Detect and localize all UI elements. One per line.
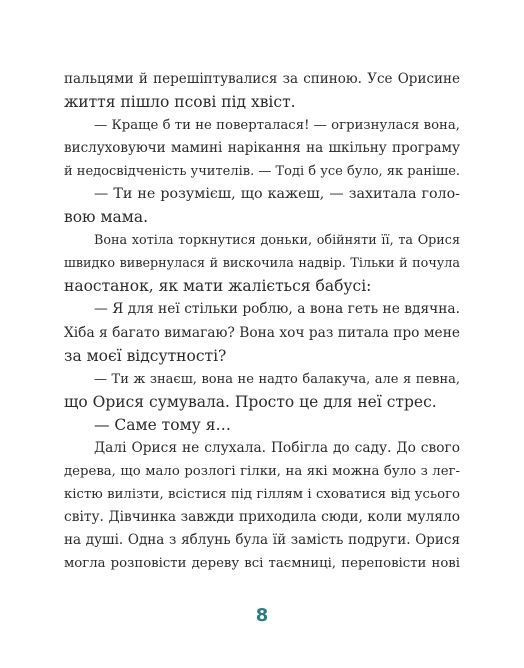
text-line: що Орися сумувала. Просто це для неї стрес. [64, 392, 437, 411]
text-line: пальцями й перешіптувалися за спиною. Усе Орисине [64, 71, 460, 87]
text-line: — Краще б ти не поверталася! — огризнулася вона, [94, 118, 460, 134]
text-line: Далі Орися не слухала. Побігла до саду. До свого [94, 439, 460, 456]
text-line: швидко вивернулася й вискочила надвір. Тільки й почула [64, 256, 460, 272]
text-line: — Ти ж знаєш, вона не надто балакуча, але я певна, [94, 371, 460, 387]
text-line: вислуховуючи мамині нарікання на шкільну програму [64, 140, 460, 157]
text-line: дерева, що мало розлогі гілки, на які можна було з лег- [64, 463, 460, 479]
text-line: й недосвідченість учителів. — Тоді б усе було, як раніше. [64, 164, 460, 180]
page-number: 8 [255, 605, 269, 626]
text-line: — Саме тому я… [94, 415, 231, 434]
text-line: життя пішло псові під хвіст. [64, 93, 296, 112]
text-line: кістю вилізти, всістися під гіллям і сховатися від усього [64, 486, 460, 502]
text-line: наостанок, як мати жаліється бабусі: [64, 277, 372, 296]
body-text [64, 68, 460, 575]
text-line: Хіба я багато вимагаю? Вона хоч раз питала про мене [64, 324, 460, 341]
text-line: за моєї відсутності? [64, 346, 227, 365]
text-line: світу. Дівчинка завжди приходила сюди, коли муляло [64, 508, 460, 525]
text-line: на душі. Одна з яблунь була їй замість подруги. Орися [64, 531, 460, 548]
text-line: — Ти не розумієш, що кажеш, — захитала голо- [94, 186, 460, 203]
text-line: — Я для неї стільки роблю, а вона геть не вдячна. [94, 301, 460, 318]
text-line: могла розповісти дереву всі таємниці, переповісти нові [64, 555, 460, 571]
text-line: Вона хотіла торкнутися доньки, обійняти її, та Орися [94, 233, 460, 249]
text-line: вою мама. [64, 208, 149, 227]
